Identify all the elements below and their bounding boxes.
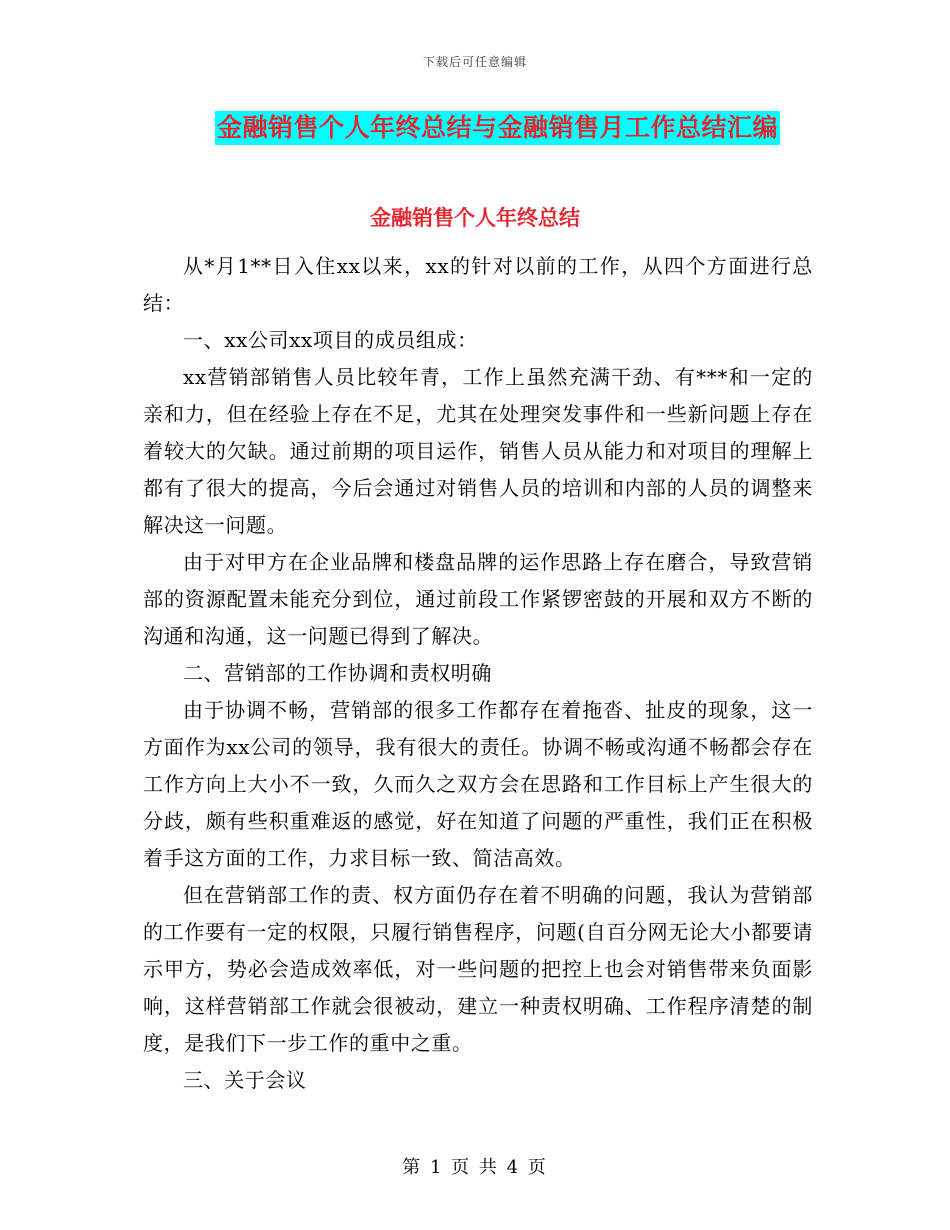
document-title-text: 金融销售个人年终总结与金融销售月工作总结汇编 [215,111,780,145]
section-title: 金融销售个人年终总结 [370,205,580,230]
paragraph-heading-2: 二、营销部的工作协调和责权明确 [183,661,492,685]
paragraph-heading-1: 一、xx公司xx项目的成员组成： [183,328,478,352]
paragraph-intro: 从*月1**日入住xx以来，xx的针对以前的工作，从四个方面进行总结： [143,254,813,315]
paragraph: xx营销部销售人员比较年青，工作上虽然充满干劲、有***和一定的亲和力，但在经验上存在不足，尤其在处理突发事件和一些新问题上存在着较大的欠缺。通过前期的项目运作，销售人员从能力和对项目的理解上都有了很大的提高，今后会通过对销售人员的培训和内部的人员的调整来解决这一问题。 [143,365,813,537]
page-footer: 第 1 页 共 4 页 [402,1157,548,1178]
header-note: 下载后可任意编辑 [422,55,527,69]
paragraph: 但在营销部工作的责、权方面仍存在着不明确的问题，我认为营销部的工作要有一定的权限，只履行销售程序，问题(自百分网无论大小都要请示甲方，势必会造成效率低，对一些问题的把控上也会对销售带来负面影响，这样营销部工作就会很被动，建立一种责权明确、工作程序清楚的制度，是我们下一步工作的重中之重。 [143,883,813,1055]
paragraph: 由于协调不畅，营销部的很多工作都存在着拖沓、扯皮的现象，这一方面作为xx公司的领导，我有很大的责任。协调不畅或沟通不畅都会存在工作方向上大小不一致，久而久之双方会在思路和工作目标上产生很大的分歧，颇有些积重难返的感觉，好在知道了问题的严重性，我们正在积极着手这方面的工作，力求目标一致、简洁高效。 [143,698,813,870]
document-body [143,248,813,1099]
paragraph-heading-3: 三、关于会议 [183,1068,307,1092]
document-title [0,111,950,145]
paragraph: 由于对甲方在企业品牌和楼盘品牌的运作思路上存在磨合，导致营销部的资源配置未能充分到位，通过前段工作紧锣密鼓的开展和双方不断的沟通和沟通，这一问题已得到了解决。 [143,550,813,648]
